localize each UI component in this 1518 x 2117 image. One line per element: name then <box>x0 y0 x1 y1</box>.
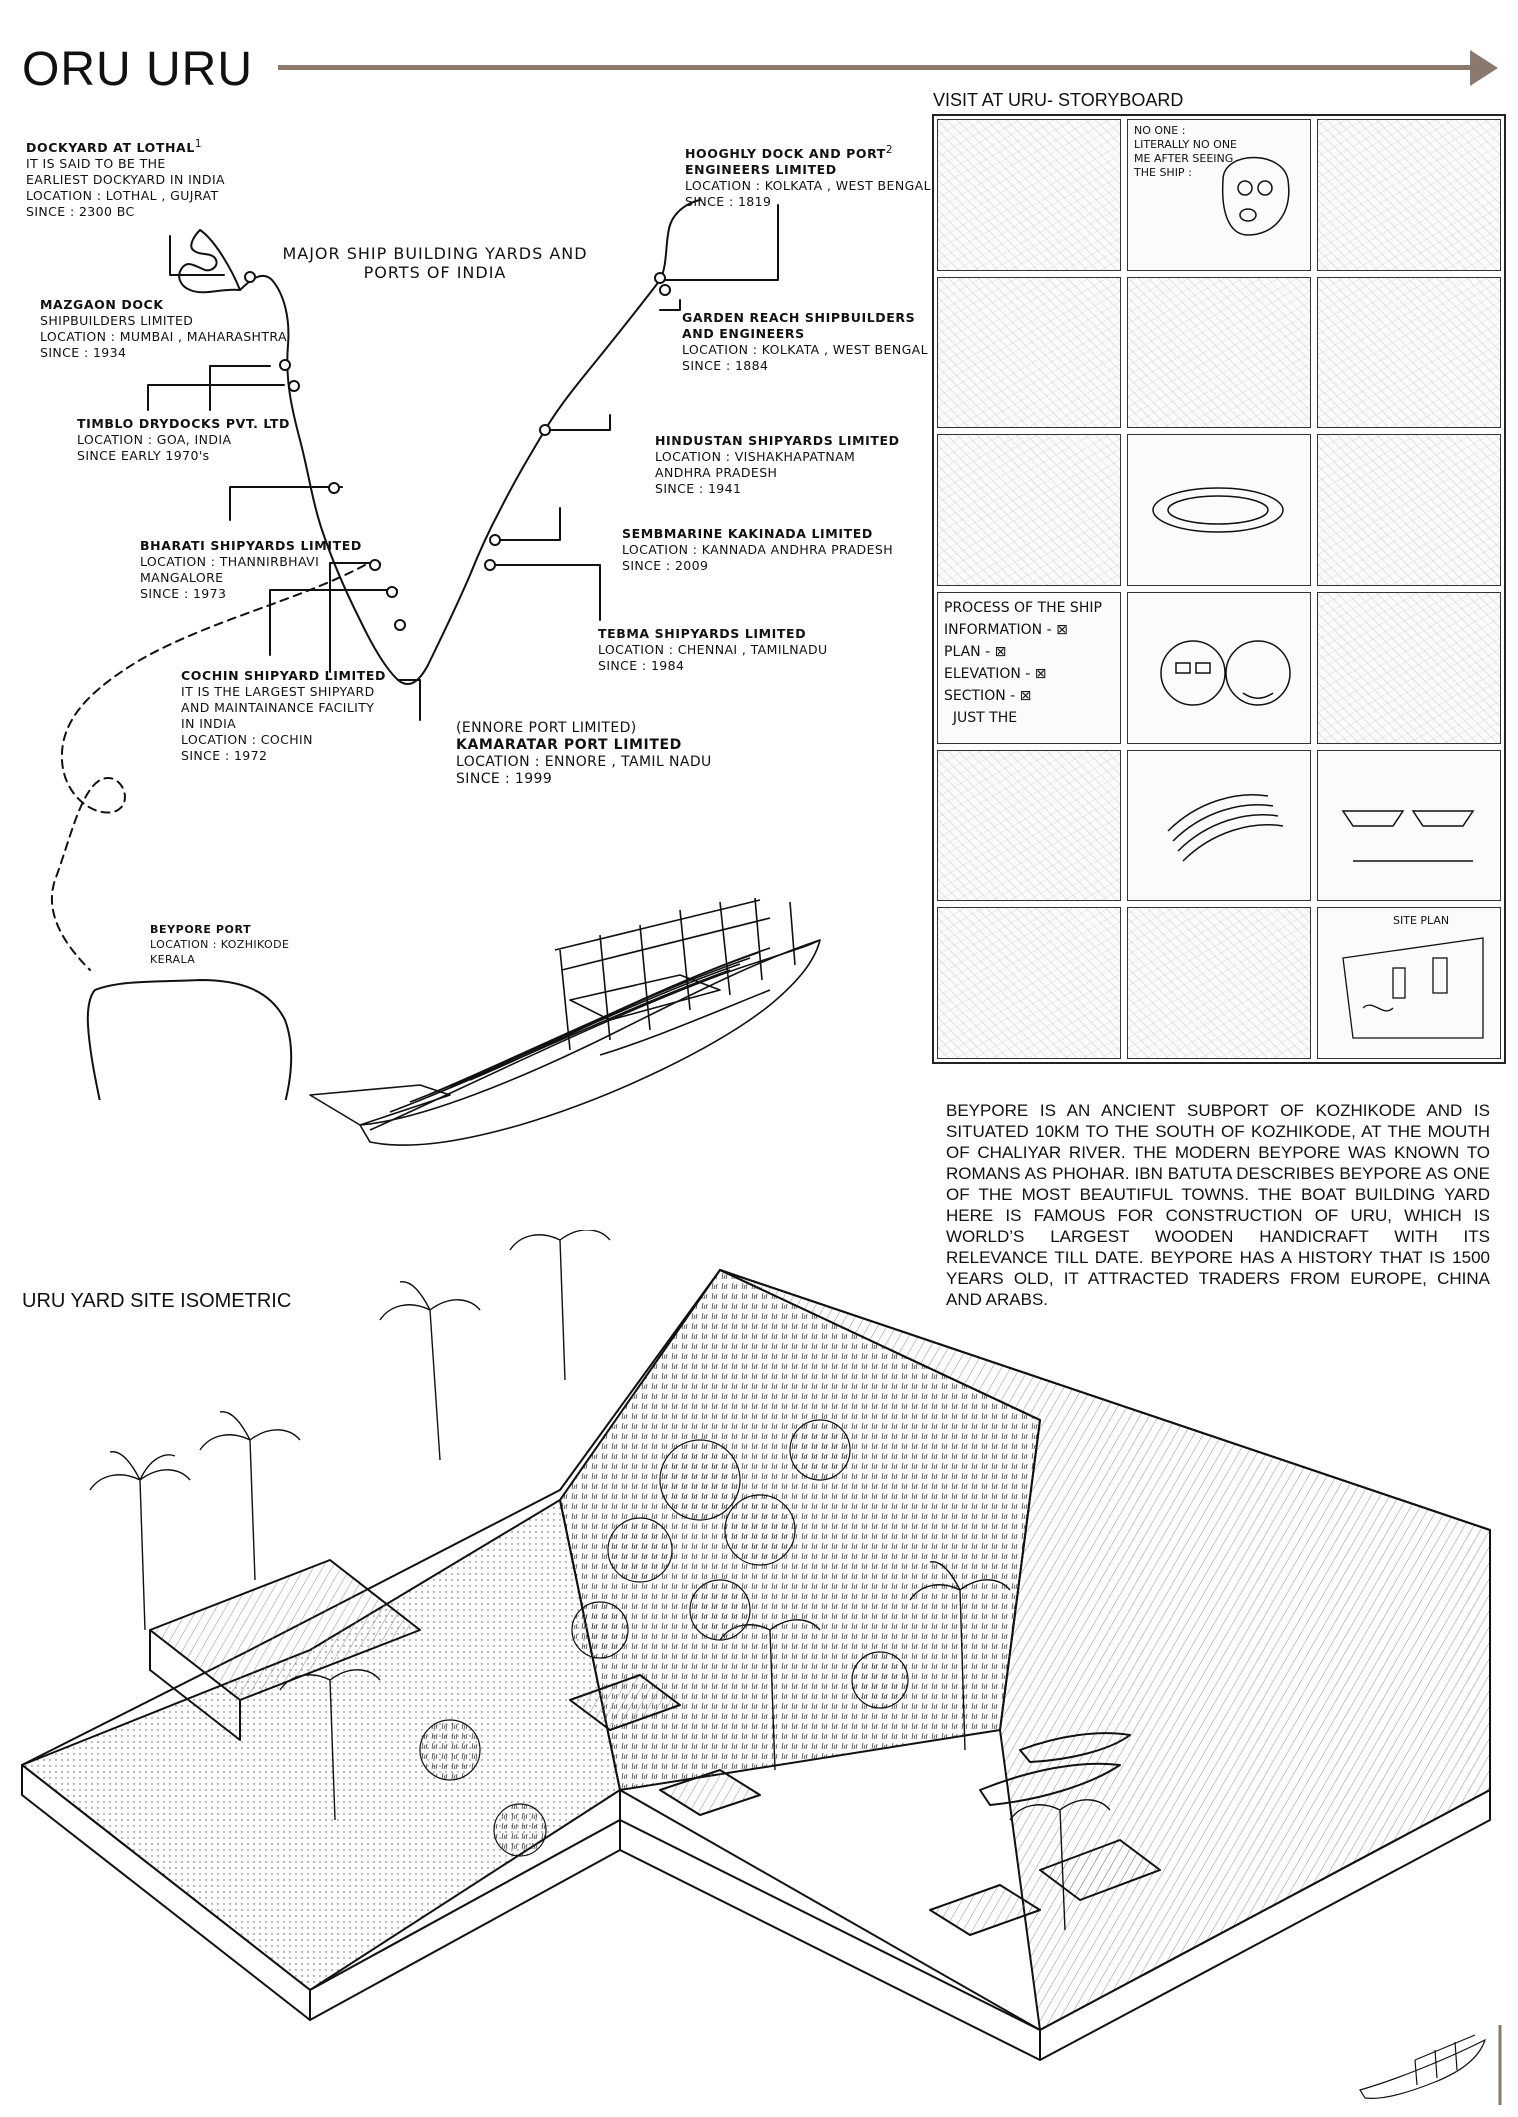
label-line: LOCATION : VISHAKHAPATNAM <box>655 449 856 464</box>
label-line: LOCATION : KOLKATA , WEST BENGAL <box>682 342 928 357</box>
label-line: EARLIEST DOCKYARD IN INDIA <box>26 172 225 188</box>
label-line: LOCATION : MUMBAI , MAHARASHTRA <box>40 329 287 344</box>
label-name: BEYPORE PORT <box>150 923 252 936</box>
surprised-face-sketch <box>1203 140 1303 240</box>
label-line: KAMARATAR PORT LIMITED <box>456 737 682 753</box>
label-line: LOCATION : KOZHIKODE <box>150 938 290 951</box>
panel-caption: SITE PLAN <box>1393 914 1450 928</box>
label-line: SINCE : 1999 <box>456 771 553 787</box>
label-hindustan <box>655 433 900 497</box>
storyboard-panel <box>937 277 1121 429</box>
beypore-description: BEYPORE IS AN ANCIENT SUBPORT OF KOZHIKODE AND IS SITUATED 10KM TO THE SOUTH OF KOZHIKODE, AT THE MOUTH OF CHALIYAR RIVER. THE MODERN BEYPORE WAS KNOWN TO ROMANS AS PHOHAR. IBN BATUTA DESCRIBES BEYPORE AS ONE OF THE MOST BEAUTIFUL TOWNS. THE BOAT BUILDING YARD HERE IS FAMOUS FOR CONSTRUCTION OF URU, WHICH IS WORLD’S LARGEST WOODEN HANDICRAFT WITH ITS RELEVANCE TILL DATE. BEYPORE HAS A HISTORY THAT IS 1500 YEARS OLD, IT ATTRACTED TRADERS FROM EUROPE, CHINA AND ARABS. <box>946 1101 1490 1309</box>
panel-sketch <box>938 751 1120 901</box>
storyboard-panel <box>937 750 1121 902</box>
label-name: HINDUSTAN SHIPYARDS LIMITED <box>655 433 900 448</box>
uru-boat-sketch <box>300 880 860 1160</box>
label-line: SINCE : 1884 <box>682 358 769 373</box>
label-name: TEBMA SHIPYARDS LIMITED <box>598 626 807 641</box>
label-line: MANGALORE <box>140 570 224 585</box>
map-title-line-1: MAJOR SHIP BUILDING YARDS AND <box>282 244 588 263</box>
label-line: ENGINEERS LIMITED <box>685 162 837 178</box>
footnote-marker: 2 <box>885 144 893 156</box>
label-line: LOCATION : CHENNAI , TAMILNADU <box>598 642 828 657</box>
label-line: SINCE : 1972 <box>181 748 268 763</box>
panel-sketch <box>938 435 1120 585</box>
label-line: SINCE : 2009 <box>622 558 709 573</box>
uru-yard-isometric-drawing <box>0 1230 1518 2110</box>
label-line: AND ENGINEERS <box>682 326 805 341</box>
label-line: IT IS THE LARGEST SHIPYARD <box>181 684 375 699</box>
label-garden-reach <box>682 310 928 374</box>
label-line: SINCE : 1941 <box>655 481 742 496</box>
label-line: SINCE EARLY 1970's <box>77 448 210 463</box>
label-line: SINCE : 1934 <box>40 345 127 360</box>
panel-sketch <box>938 120 1120 270</box>
frame-ribs-sketch <box>1148 771 1298 881</box>
label-line: AND MAINTAINANCE FACILITY <box>181 700 375 715</box>
page-title: ORU URU <box>22 43 253 96</box>
storyboard-panel <box>1317 592 1501 744</box>
panel-sketch <box>1318 278 1500 428</box>
site-plan-sketch <box>1333 928 1493 1048</box>
panel-sketch <box>1318 435 1500 585</box>
storyboard-panel <box>1127 907 1311 1059</box>
label-line: IN INDIA <box>181 716 237 731</box>
label-line: SINCE : 1973 <box>140 586 227 601</box>
storyboard-panel <box>937 119 1121 271</box>
label-line: SINCE : 1984 <box>598 658 685 673</box>
label-line: LOCATION : ENNORE , TAMIL NADU <box>456 754 712 770</box>
label-name: (ENNORE PORT LIMITED) <box>456 720 637 736</box>
label-ennore <box>456 720 712 788</box>
panel-sketch <box>938 908 1120 1058</box>
label-line: SINCE : 2300 BC <box>26 204 135 220</box>
label-line: SHIPBUILDERS LIMITED <box>40 313 194 328</box>
storyboard-panel <box>1317 434 1501 586</box>
label-line: LOCATION : KANNADA ANDHRA PRADESH <box>622 542 894 557</box>
label-line: LOCATION : COCHIN <box>181 732 313 747</box>
label-lothal <box>26 136 225 220</box>
label-line: LOCATION : THANNIRBHAVI <box>140 554 320 569</box>
storyboard-panel <box>1317 750 1501 902</box>
storyboard-panel <box>937 907 1121 1059</box>
storyboard-panel <box>1127 592 1311 744</box>
label-line: LOCATION : KOLKATA , WEST BENGAL <box>685 178 931 194</box>
arrow-right-icon <box>1470 50 1498 86</box>
label-mazgaon <box>40 297 287 361</box>
header-arrow-line <box>278 65 1478 70</box>
boat-hull-sketch <box>1143 465 1293 555</box>
storyboard-panel <box>1317 119 1501 271</box>
panel-caption: NO ONE : LITERALLY NO ONE ME AFTER SEEING THE SHIP : <box>1134 124 1237 179</box>
two-faces-sketch <box>1148 618 1298 728</box>
storyboard-title: VISIT AT URU- STORYBOARD <box>933 90 1184 110</box>
label-bharati <box>140 538 362 602</box>
label-hooghly <box>685 142 931 210</box>
label-name: TIMBLO DRYDOCKS PVT. LTD <box>77 416 290 431</box>
uru-boat-thumbnail <box>1355 2020 1505 2110</box>
storyboard-panel <box>1127 119 1311 271</box>
label-line: LOCATION : LOTHAL , GUJRAT <box>26 188 219 204</box>
isometric-title: URU YARD SITE ISOMETRIC <box>22 1290 292 1312</box>
label-beypore <box>150 922 289 967</box>
storyboard-panel <box>1317 907 1501 1059</box>
panel-caption: PROCESS OF THE SHIP INFORMATION - ⊠ PLAN - ⊠ ELEVATION - ⊠ SECTION - ⊠ JUST THE <box>944 600 1102 726</box>
label-line: KERALA <box>150 953 196 966</box>
label-name: MAZGAON DOCK <box>40 297 164 312</box>
label-sembmarine <box>622 526 893 574</box>
label-name: GARDEN REACH SHIPBUILDERS <box>682 310 916 325</box>
storyboard-panel <box>1127 277 1311 429</box>
storyboard-panel <box>937 592 1121 744</box>
label-line: SINCE : 1819 <box>685 194 772 210</box>
label-line: IT IS SAID TO BE THE <box>26 156 166 172</box>
panel-sketch <box>1128 908 1310 1058</box>
label-name: BHARATI SHIPYARDS LIMITED <box>140 538 362 553</box>
label-name: SEMBMARINE KAKINADA LIMITED <box>622 526 873 541</box>
panel-sketch <box>1318 120 1500 270</box>
panel-sketch <box>938 278 1120 428</box>
label-name: COCHIN SHIPYARD LIMITED <box>181 668 387 683</box>
label-name: HOOGHLY DOCK AND PORT <box>685 146 886 162</box>
storyboard-grid <box>932 114 1506 1064</box>
label-line: LOCATION : GOA, INDIA <box>77 432 232 447</box>
label-tebma <box>598 626 828 674</box>
label-cochin <box>181 668 386 764</box>
label-line: ANDHRA PRADESH <box>655 465 778 480</box>
map-title-line-2: PORTS OF INDIA <box>363 263 507 282</box>
storyboard-panel <box>1127 750 1311 902</box>
panel-sketch <box>1318 593 1500 743</box>
footnote-marker: 1 <box>194 138 202 150</box>
map-title <box>270 244 600 282</box>
storyboard-panel <box>1127 434 1311 586</box>
storyboard-panel <box>1317 277 1501 429</box>
label-name: DOCKYARD AT LOTHAL <box>26 140 195 156</box>
panel-sketch <box>1128 278 1310 428</box>
label-timblo <box>77 416 290 464</box>
construction-sketch <box>1333 781 1493 881</box>
storyboard-panel <box>937 434 1121 586</box>
